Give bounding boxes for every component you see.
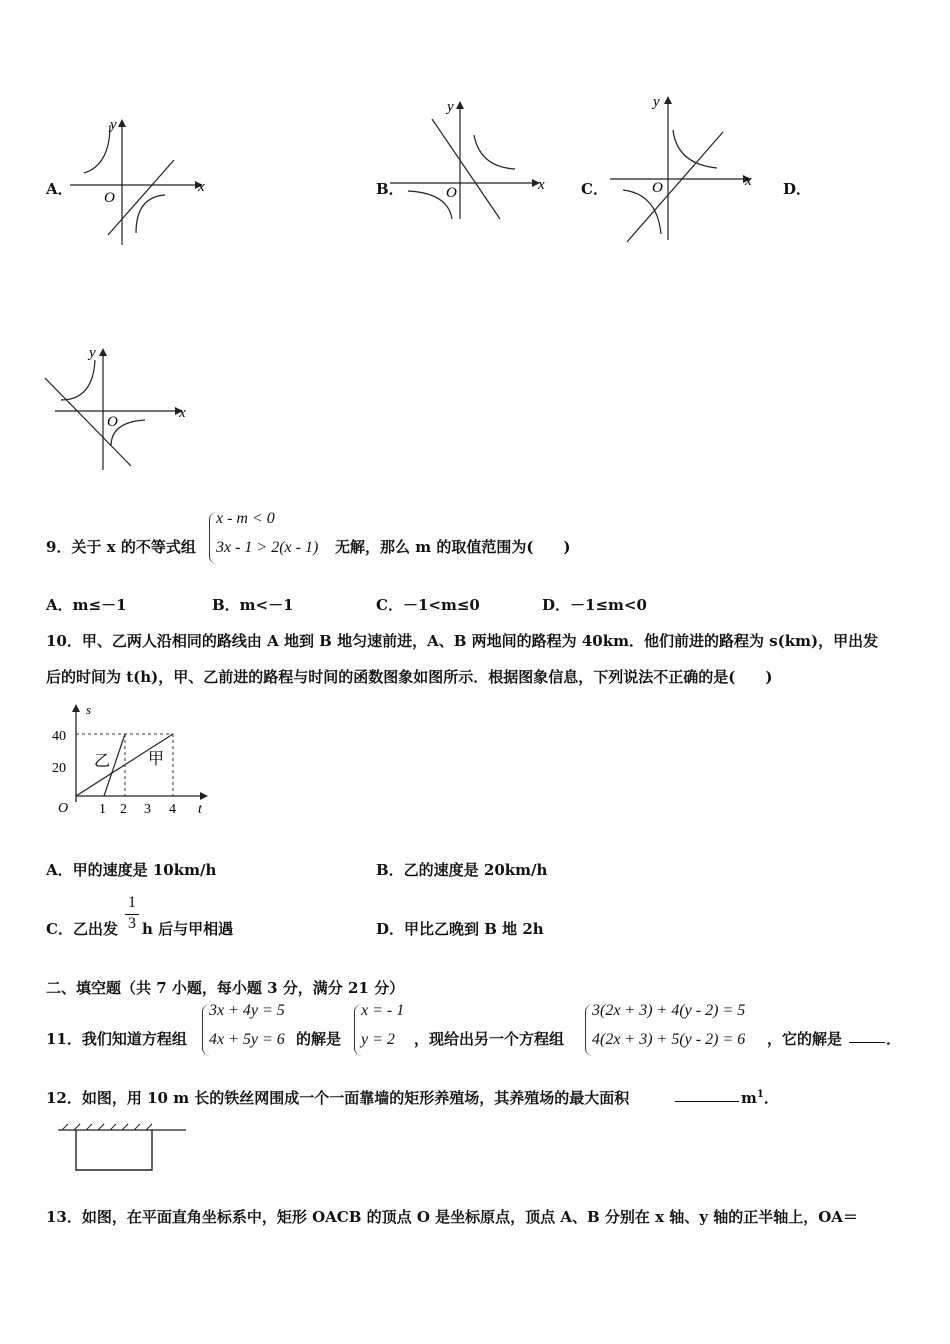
t-axis-label: t bbox=[198, 802, 202, 817]
q12-unit-m: m bbox=[741, 1089, 757, 1107]
q11-system-1-eq1: 3x + 4y = 5 bbox=[209, 1002, 285, 1019]
jia-label: 甲 bbox=[148, 749, 165, 768]
origin-label: O bbox=[652, 180, 663, 196]
x-axis-label: x bbox=[538, 177, 545, 193]
q9-option-b: B．m<－1 bbox=[212, 596, 294, 614]
q11-end-punct: ． bbox=[886, 1030, 902, 1048]
graph-option-d bbox=[45, 342, 200, 474]
y-axis-arrow bbox=[456, 101, 464, 109]
q11-system-1-eq2: 4x + 5y = 6 bbox=[209, 1031, 285, 1048]
q11-mid-text-2: ，现给出另一个方程组 bbox=[414, 1030, 565, 1048]
graph-option-a bbox=[70, 115, 210, 250]
q11-answer-blank[interactable] bbox=[849, 1028, 885, 1047]
section-title: 二、填空题（共 7 小题，每小题 3 分，满分 21 分） bbox=[46, 979, 405, 997]
x-axis-label: x bbox=[179, 405, 186, 421]
q9-option-d: D．－1≤m<0 bbox=[542, 596, 647, 614]
q9-suffix: 无解，那么 m 的取值范围为( ) bbox=[335, 538, 571, 556]
option-d-label: D． bbox=[783, 180, 812, 198]
hyperbola-branch bbox=[61, 360, 95, 400]
s-axis-arrow bbox=[72, 704, 80, 712]
y-tick-40: 40 bbox=[52, 729, 66, 744]
q12-enclosure-figure bbox=[58, 1118, 193, 1178]
y-axis-label: y bbox=[89, 345, 96, 361]
origin-label: O bbox=[58, 801, 69, 816]
q11-solution-y: y = 2 bbox=[361, 1031, 395, 1048]
s-axis-label: s bbox=[86, 702, 92, 717]
hyperbola-branch bbox=[474, 135, 515, 169]
option-b-label: B． bbox=[376, 180, 404, 198]
q11-suffix: ，它的解是 bbox=[767, 1030, 843, 1048]
y-axis-label: y bbox=[653, 94, 660, 110]
q11-prefix: 11．我们知道方程组 bbox=[46, 1030, 187, 1048]
y-axis-arrow bbox=[664, 96, 672, 104]
hyperbola-branch bbox=[84, 125, 110, 173]
q10-option-c-fraction bbox=[125, 894, 139, 933]
y-axis-label: y bbox=[110, 117, 117, 133]
linear-line bbox=[432, 119, 500, 219]
q13-stem: 13．如图，在平面直角坐标系中，矩形 OACB 的顶点 O 是坐标原点，顶点 A、B 分别在 x 轴、y 轴的正半轴上，OA＝ bbox=[46, 1208, 858, 1226]
q10-option-b: B．乙的速度是 20km/h bbox=[376, 861, 548, 879]
q11-mid-text-1: 的解是 bbox=[296, 1030, 342, 1048]
wall-hatching bbox=[62, 1124, 152, 1130]
q9-prefix: 9．关于 x 的不等式组 bbox=[46, 538, 196, 556]
hyperbola-branch bbox=[673, 130, 717, 168]
q11-system-2-eq1: 3(2x + 3) + 4(y - 2) = 5 bbox=[592, 1002, 746, 1019]
y-tick-20: 20 bbox=[52, 761, 66, 776]
x-axis-label: x bbox=[745, 173, 752, 189]
q10-stem-line2: 后的时间为 t(h)，甲、乙前进的路程与时间的函数图象如图所示．根据图象信息，下列说法不正确的是( ) bbox=[46, 668, 773, 686]
origin-label: O bbox=[104, 190, 115, 206]
x-tick-4: 4 bbox=[169, 802, 176, 817]
y-axis-label: y bbox=[447, 99, 454, 115]
q10-distance-time-chart bbox=[48, 702, 218, 820]
q9-inequality-1: x - m < 0 bbox=[216, 510, 275, 527]
linear-line bbox=[627, 132, 723, 242]
linear-line bbox=[45, 378, 131, 466]
graph-option-c bbox=[605, 90, 760, 250]
linear-line bbox=[108, 160, 174, 235]
q10-option-d: D．甲比乙晚到 B 地 2h bbox=[376, 920, 544, 938]
q9-inequality-2: 3x - 1 > 2(x - 1) bbox=[216, 539, 319, 556]
q10-option-c-suffix: h 后与甲相遇 bbox=[142, 920, 234, 938]
x-tick-3: 3 bbox=[144, 802, 151, 817]
t-axis-arrow bbox=[200, 792, 208, 800]
yi-label: 乙 bbox=[94, 751, 111, 770]
origin-label: O bbox=[107, 414, 118, 430]
q12-end-punct: ． bbox=[763, 1089, 779, 1107]
y-axis-arrow bbox=[99, 348, 107, 356]
origin-label: O bbox=[446, 185, 457, 201]
x-tick-2: 2 bbox=[120, 802, 127, 817]
q10-stem-line1: 10．甲、乙两人沿相同的路线由 A 地到 B 地匀速前进，A、B 两地间的路程为 40km．他们前进的路程为 s(km)，甲出发 bbox=[46, 632, 879, 650]
x-axis-label: x bbox=[198, 179, 205, 195]
fraction-denominator: 3 bbox=[128, 915, 136, 932]
fraction-numerator: 1 bbox=[128, 894, 136, 911]
q9-option-c: C．－1<m≤0 bbox=[376, 596, 480, 614]
option-a-label: A． bbox=[46, 180, 73, 198]
q10-option-c-prefix: C．乙出发 bbox=[46, 920, 118, 938]
fence-rectangle bbox=[76, 1130, 152, 1170]
q10-option-a: A．甲的速度是 10km/h bbox=[46, 861, 217, 879]
q12-answer-blank[interactable] bbox=[675, 1087, 739, 1106]
option-c-label: C． bbox=[581, 180, 608, 198]
q12-unit bbox=[741, 1087, 779, 1108]
q9-option-a: A．m≤－1 bbox=[46, 596, 127, 614]
graph-option-b bbox=[390, 95, 555, 225]
x-tick-1: 1 bbox=[99, 802, 106, 817]
hyperbola-branch bbox=[136, 195, 165, 233]
y-axis-arrow bbox=[118, 119, 126, 127]
hyperbola-branch bbox=[623, 190, 661, 234]
q12-unit-exponent: 1 bbox=[756, 1089, 764, 1100]
q11-solution-x: x = - 1 bbox=[361, 1002, 405, 1019]
q11-system-2-eq2: 4(2x + 3) + 5(y - 2) = 6 bbox=[592, 1031, 746, 1048]
q12-stem: 12．如图，用 10 m 长的铁丝网围成一个一面靠墙的矩形养殖场，其养殖场的最大面积 bbox=[46, 1089, 630, 1107]
